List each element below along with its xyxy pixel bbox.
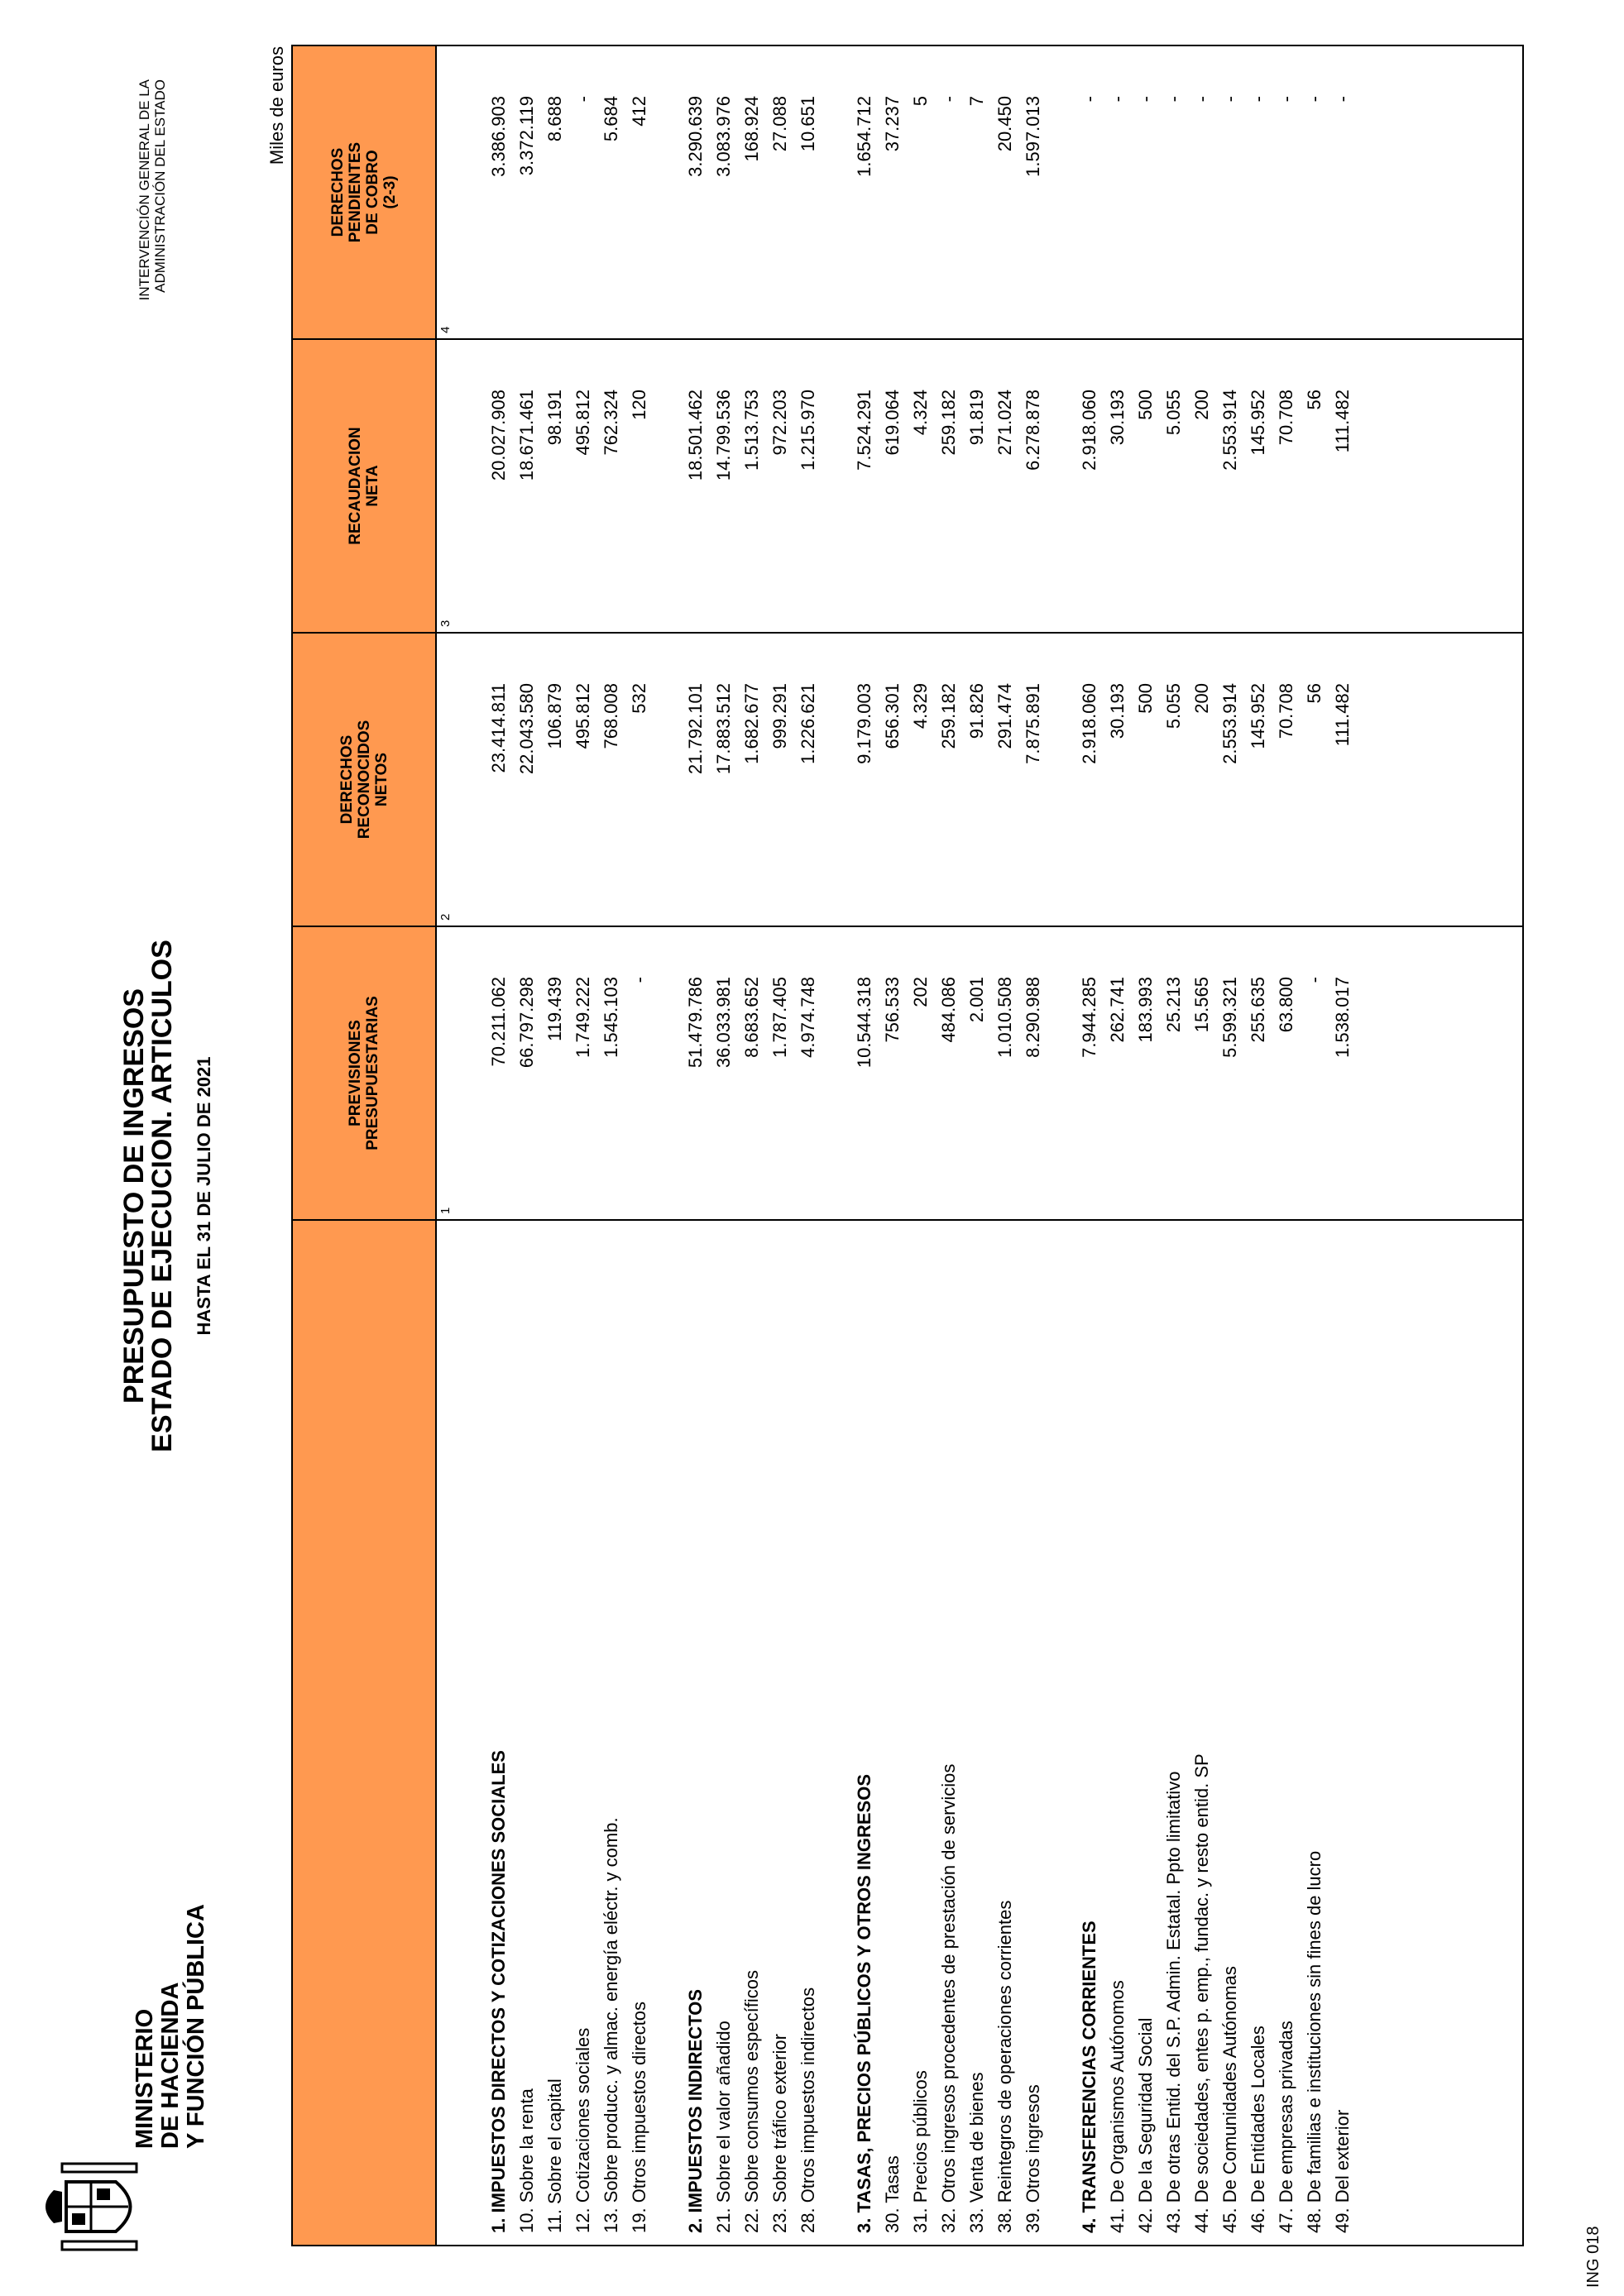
header-text: PENDIENTES — [347, 141, 364, 243]
article-label: 43. De otras Entid. del S.P. Admin. Estatal. Ppto limitativo — [1163, 1771, 1184, 2233]
column-header-recaudacion — [292, 339, 436, 633]
column-header-pendientes — [292, 45, 436, 339]
issuer-line: ADMINISTRACIÓN DEL ESTADO — [152, 79, 168, 293]
value-cell: 656.301 — [882, 683, 903, 749]
units-label: Miles de euros — [266, 46, 287, 165]
value-cell: 23.414.811 — [488, 683, 509, 773]
value-cell: - — [1304, 96, 1325, 103]
table-body-row — [436, 45, 1523, 2246]
value-cell: 145.952 — [1248, 390, 1268, 456]
article-label: 11. Sobre el capital — [544, 2078, 565, 2233]
value-cell: 500 — [1135, 390, 1156, 420]
value-cell: 1.654.712 — [854, 96, 874, 177]
derechos-reconocidos-column — [436, 633, 1523, 926]
value-cell: 14.799.536 — [713, 390, 734, 481]
concept-column — [436, 1220, 1523, 2246]
value-cell: - — [1191, 96, 1212, 103]
value-cell: 5.055 — [1163, 683, 1184, 729]
article-label: 22. Sobre consumos específicos — [741, 1970, 762, 2233]
form-code: ING 018 — [1584, 2226, 1602, 2288]
issuer-line: INTERVENCIÓN GENERAL DE LA — [137, 79, 152, 301]
value-cell: - — [572, 96, 593, 103]
pendientes-column — [436, 45, 1523, 339]
previsiones-column — [436, 926, 1523, 1220]
value-cell: 9.179.003 — [854, 683, 874, 764]
value-cell: - — [1276, 96, 1296, 103]
value-cell: - — [629, 977, 649, 983]
value-cell: 200 — [1191, 390, 1212, 420]
article-label: 48. De familias e instituciones sin fines de lucro — [1304, 1850, 1325, 2233]
value-cell: 412 — [629, 96, 649, 127]
header-text: PREVISIONES — [347, 1020, 364, 1126]
value-cell: 10.544.318 — [854, 977, 874, 1069]
column-header-previsiones — [292, 926, 436, 1220]
spacer — [1047, 340, 1075, 632]
value-cell: 262.741 — [1107, 977, 1128, 1043]
article-label: 41. De Organismos Autónomos — [1107, 1980, 1128, 2233]
value-cell: 2.553.914 — [1219, 683, 1240, 764]
spacer — [654, 340, 682, 632]
value-cell: 30.193 — [1107, 683, 1128, 739]
spacer — [822, 634, 850, 926]
value-cell: - — [1219, 96, 1240, 103]
value-cell: 8.683.652 — [741, 977, 762, 1058]
value-cell: 271.024 — [994, 390, 1015, 456]
value-cell: 4.329 — [910, 683, 931, 729]
article-label: 33. Venta de bienes — [966, 2072, 987, 2233]
value-cell: 2.001 — [966, 977, 987, 1023]
value-cell: 500 — [1135, 683, 1156, 714]
value-cell: 168.924 — [741, 96, 762, 162]
value-cell: 51.479.786 — [685, 977, 706, 1069]
value-cell: 111.482 — [1332, 683, 1353, 747]
value-cell: 1.226.621 — [798, 683, 818, 764]
spacer — [437, 1221, 485, 2245]
value-cell: 1.682.677 — [741, 683, 762, 764]
value-cell: 120 — [629, 390, 649, 420]
chapter-label: 4. TRANSFERENCIAS CORRIENTES — [1079, 1921, 1099, 2233]
title-line-1: PRESUPUESTO DE INGRESOS — [118, 988, 150, 1404]
spacer — [822, 1221, 850, 2245]
spacer — [822, 340, 850, 632]
header-text: DERECHOS — [329, 147, 347, 237]
value-cell: 999.291 — [769, 683, 790, 749]
spacer — [1047, 927, 1075, 1219]
value-cell: 484.086 — [938, 977, 959, 1043]
article-label: 46. De Entidades Locales — [1248, 2026, 1268, 2233]
header-text: RECONOCIDOS — [355, 720, 373, 839]
article-label: 42. De la Seguridad Social — [1135, 2017, 1156, 2233]
article-label: 39. Otros ingresos — [1023, 2084, 1043, 2233]
value-cell: 5 — [910, 96, 931, 107]
value-cell: 18.671.461 — [516, 390, 537, 481]
article-label: 31. Precios públicos — [910, 2070, 931, 2233]
value-cell: 3.290.639 — [685, 96, 706, 177]
value-cell: 6.278.878 — [1023, 390, 1043, 471]
value-cell: 5.599.321 — [1219, 977, 1240, 1058]
value-cell: 202 — [910, 977, 931, 1007]
recaudacion-column — [436, 339, 1523, 633]
value-cell: 70.708 — [1276, 390, 1296, 446]
value-cell: 183.993 — [1135, 977, 1156, 1043]
value-cell: 18.501.462 — [685, 390, 706, 481]
article-label: 49. Del exterior — [1332, 2109, 1353, 2233]
value-cell: - — [938, 96, 959, 103]
value-cell: 1.749.222 — [572, 977, 593, 1058]
value-cell: 15.565 — [1191, 977, 1212, 1033]
value-cell: 291.474 — [994, 683, 1015, 749]
budget-execution-table — [291, 45, 1524, 2246]
value-cell: 1.538.017 — [1332, 977, 1353, 1058]
ministry-line: DE HACIENDA — [157, 1982, 184, 2149]
value-cell: 768.008 — [601, 683, 621, 749]
spacer — [654, 46, 682, 338]
value-cell: 259.182 — [938, 683, 959, 749]
article-label: 38. Reintegros de operaciones corrientes — [994, 1900, 1015, 2233]
value-cell: 91.819 — [966, 390, 987, 446]
value-cell: - — [1079, 96, 1099, 103]
article-label: 21. Sobre el valor añadido — [713, 2021, 734, 2233]
value-cell: 2.553.914 — [1219, 390, 1240, 471]
value-cell: 7.875.891 — [1023, 683, 1043, 764]
article-label: 12. Cotizaciones sociales — [572, 2027, 593, 2233]
value-cell: 532 — [629, 683, 649, 714]
value-cell: 255.635 — [1248, 977, 1268, 1043]
value-cell: 111.482 — [1332, 390, 1353, 453]
value-cell: - — [1135, 96, 1156, 103]
value-cell: 1.215.970 — [798, 390, 818, 471]
report-date: HASTA EL 31 DE JULIO DE 2021 — [194, 1056, 214, 1336]
spacer — [654, 927, 682, 1219]
value-cell: 17.883.512 — [713, 683, 734, 775]
article-label: 19. Otros impuestos directos — [629, 2001, 649, 2233]
value-cell: 756.533 — [882, 977, 903, 1043]
article-label: 44. De sociedades, entes p. emp., fundac. y resto entid. SP — [1191, 1753, 1212, 2233]
spacer — [822, 46, 850, 338]
value-cell: 27.088 — [769, 96, 790, 152]
value-cell: 37.237 — [882, 96, 903, 152]
value-cell: 1.010.508 — [994, 977, 1015, 1058]
value-cell: 1.545.103 — [601, 977, 621, 1058]
value-cell: 7 — [966, 96, 987, 107]
header-text: DE COBRO — [364, 150, 381, 235]
value-cell: 70.708 — [1276, 683, 1296, 739]
value-cell: 3.083.976 — [713, 96, 734, 177]
title-line-2: ESTADO DE EJECUCION. ARTICULOS — [146, 940, 178, 1452]
header-text: NETA — [364, 465, 381, 507]
value-cell: 106.879 — [544, 683, 565, 749]
ministry-name — [132, 1904, 209, 2149]
value-cell: 200 — [1191, 683, 1212, 714]
column-number: 3 — [438, 619, 453, 627]
column-number: 2 — [438, 913, 453, 921]
value-cell: 7.944.285 — [1079, 977, 1099, 1058]
value-cell: 495.812 — [572, 390, 593, 456]
value-cell: 1.787.405 — [769, 977, 790, 1058]
header-text: PRESUPUESTARIAS — [364, 996, 381, 1150]
article-label: 47. De empresas privadas — [1276, 2021, 1296, 2233]
spacer — [654, 634, 682, 926]
value-cell: 10.651 — [798, 96, 818, 152]
value-cell: 5.684 — [601, 96, 621, 142]
value-cell: 22.043.580 — [516, 683, 537, 775]
value-cell: 259.182 — [938, 390, 959, 456]
header-text: DERECHOS — [338, 734, 356, 825]
ministry-line: MINISTERIO — [132, 2008, 158, 2149]
value-cell: 2.918.060 — [1079, 683, 1099, 764]
article-label: 30. Tasas — [882, 2155, 903, 2233]
value-cell: 5.055 — [1163, 390, 1184, 436]
value-cell: 762.324 — [601, 390, 621, 456]
value-cell: 66.797.298 — [516, 977, 537, 1069]
value-cell: 20.450 — [994, 96, 1015, 152]
value-cell: 2.918.060 — [1079, 390, 1099, 471]
article-label: 10. Sobre la renta — [516, 2088, 537, 2233]
spacer — [1047, 1221, 1075, 2245]
value-cell: 36.033.981 — [713, 977, 734, 1069]
article-label: 45. De Comunidades Autónomas — [1219, 1966, 1240, 2233]
value-cell: 145.952 — [1248, 683, 1268, 749]
article-label: 32. Otros ingresos procedentes de prestación de servicios — [938, 1763, 959, 2233]
value-cell: - — [1332, 96, 1353, 103]
value-cell: 4.324 — [910, 390, 931, 436]
header-text: RECAUDACION — [347, 427, 364, 545]
value-cell: 70.211.062 — [488, 977, 509, 1067]
value-cell: 972.203 — [769, 390, 790, 456]
value-cell: 91.826 — [966, 683, 987, 739]
value-cell: 63.800 — [1276, 977, 1296, 1033]
value-cell: 56 — [1304, 390, 1325, 410]
value-cell: - — [1107, 96, 1128, 103]
document-title — [120, 824, 214, 1568]
value-cell: 98.191 — [544, 390, 565, 446]
column-number: 4 — [438, 326, 453, 333]
column-number: 1 — [438, 1207, 453, 1214]
value-cell: 8.290.988 — [1023, 977, 1043, 1058]
header-text: (2-3) — [381, 175, 399, 209]
value-cell: 3.386.903 — [488, 96, 509, 177]
column-header-derechos-reconocidos — [292, 633, 436, 926]
table-header-row — [292, 45, 436, 2246]
header-text: NETOS — [372, 752, 390, 807]
value-cell: - — [1163, 96, 1184, 103]
spacer — [437, 634, 485, 926]
value-cell: 1.597.013 — [1023, 96, 1043, 177]
value-cell: 20.027.908 — [488, 390, 509, 481]
value-cell: 7.524.291 — [854, 390, 874, 471]
issuer-name — [137, 79, 168, 427]
spacer — [822, 927, 850, 1219]
chapter-label: 2. IMPUESTOS INDIRECTOS — [685, 1988, 706, 2233]
chapter-label: 1. IMPUESTOS DIRECTOS Y COTIZACIONES SOCIALES — [488, 1750, 509, 2233]
value-cell: 4.974.748 — [798, 977, 818, 1058]
value-cell: 30.193 — [1107, 390, 1128, 446]
concept-header — [292, 1220, 436, 2246]
ministry-line: Y FUNCIÓN PÚBLICA — [183, 1904, 209, 2149]
chapter-label: 3. TASAS, PRECIOS PÚBLICOS Y OTROS INGRESOS — [854, 1774, 874, 2233]
spacer — [1047, 46, 1075, 338]
value-cell: 56 — [1304, 683, 1325, 704]
value-cell: 495.812 — [572, 683, 593, 749]
value-cell: 619.064 — [882, 390, 903, 456]
spacer — [437, 46, 485, 338]
value-cell: 1.513.753 — [741, 390, 762, 471]
spacer — [654, 1221, 682, 2245]
value-cell: 21.792.101 — [685, 683, 706, 775]
value-cell: 119.439 — [544, 977, 565, 1041]
article-label: 28. Otros impuestos indirectos — [798, 1987, 818, 2233]
spacer — [1047, 634, 1075, 926]
article-label: 23. Sobre tráfico exterior — [769, 2034, 790, 2233]
article-label: 13. Sobre producc. y almac. energía eléctr. y comb. — [601, 1817, 621, 2233]
spacer — [437, 927, 485, 1219]
value-cell: - — [1248, 96, 1268, 103]
value-cell: - — [1304, 977, 1325, 983]
value-cell: 25.213 — [1163, 977, 1184, 1033]
spacer — [437, 340, 485, 632]
coat-of-arms-icon — [37, 2157, 153, 2256]
value-cell: 8.688 — [544, 96, 565, 142]
value-cell: 3.372.119 — [516, 96, 537, 176]
